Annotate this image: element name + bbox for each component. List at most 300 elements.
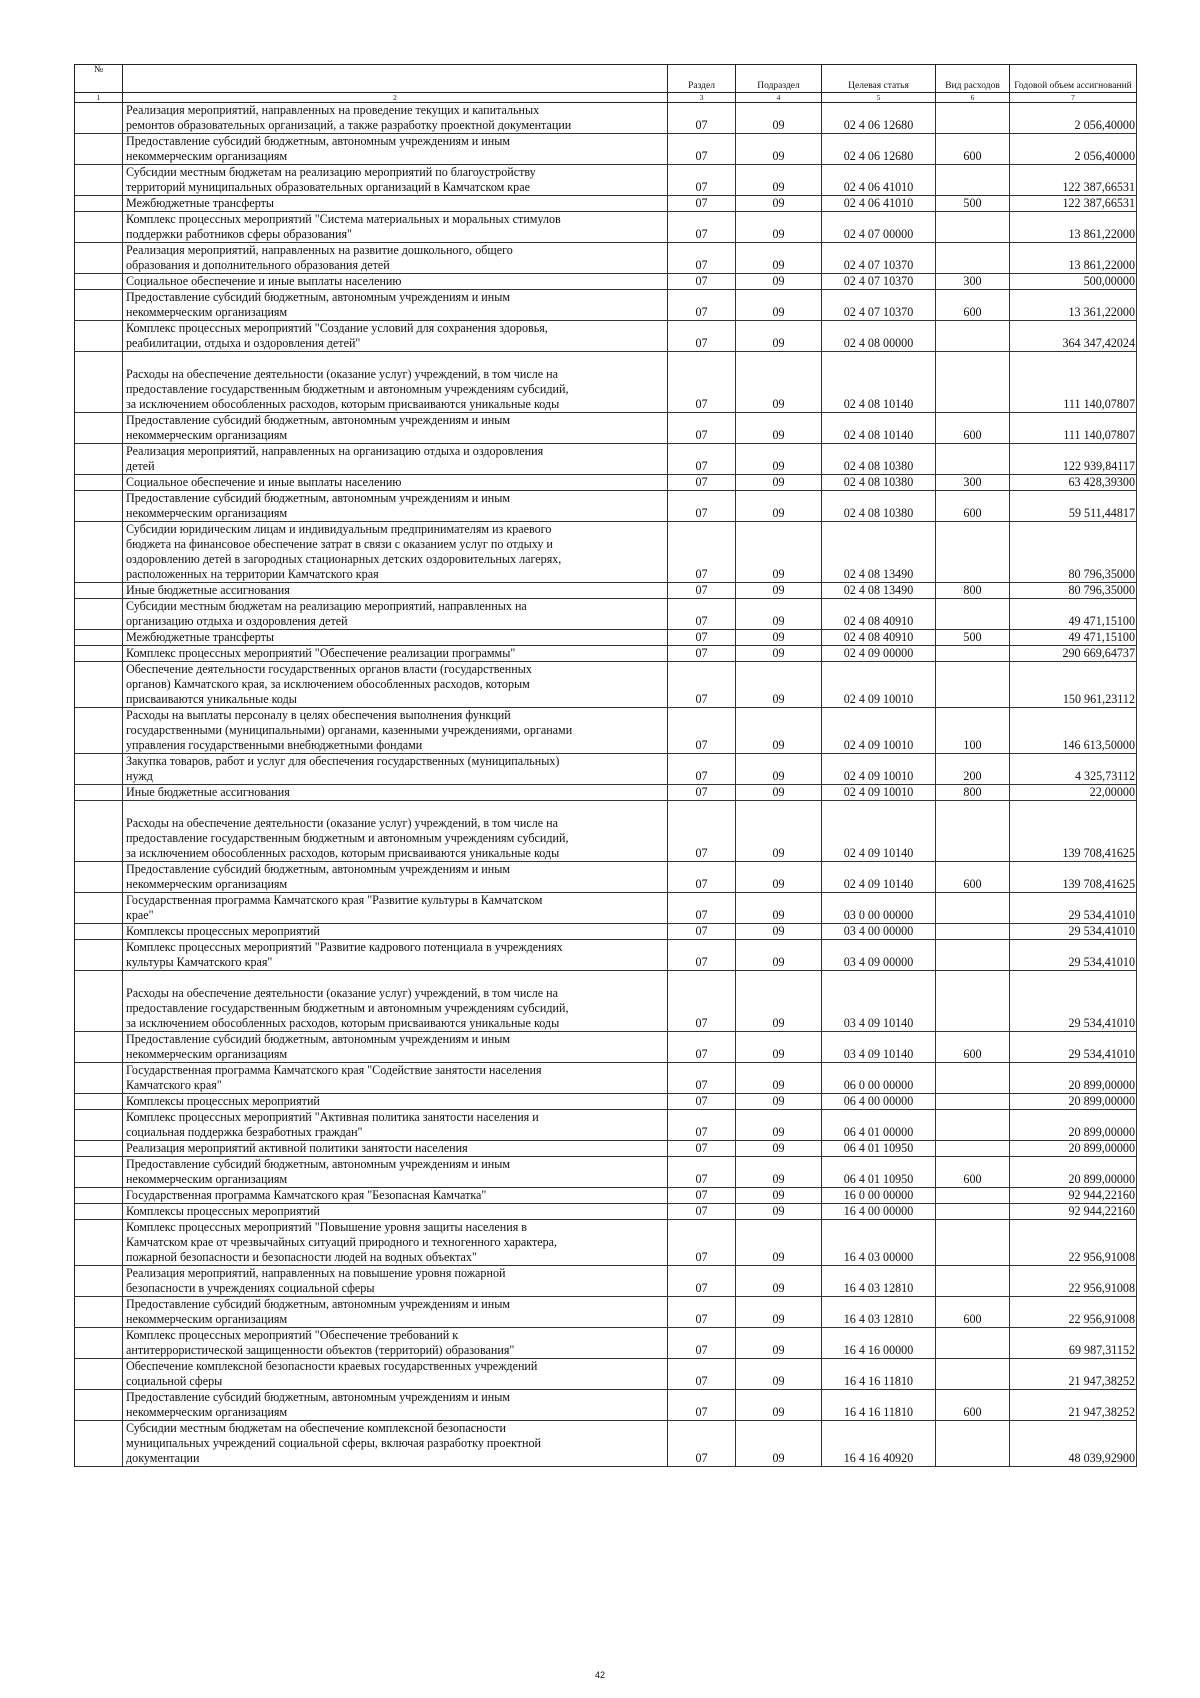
row-target-cell: 02 4 08 40910 [822, 599, 936, 630]
row-type-cell [936, 662, 1010, 708]
row-podrazdel-cell: 09 [736, 1297, 822, 1328]
row-number-cell [75, 274, 123, 290]
row-type-cell: 600 [936, 1390, 1010, 1421]
row-podrazdel-cell: 09 [736, 274, 822, 290]
row-type-cell: 500 [936, 630, 1010, 646]
table-row [75, 1328, 1137, 1359]
row-razdel-cell: 07 [668, 785, 736, 801]
row-amount-cell: 92 944,22160 [1010, 1188, 1137, 1204]
row-number-cell [75, 491, 123, 522]
row-type-cell: 600 [936, 290, 1010, 321]
row-razdel-cell: 07 [668, 274, 736, 290]
row-podrazdel-cell: 09 [736, 754, 822, 785]
row-razdel-cell: 07 [668, 599, 736, 630]
row-type-cell [936, 352, 1010, 413]
row-type-cell [936, 971, 1010, 1032]
row-razdel-cell: 07 [668, 444, 736, 475]
table-row [75, 785, 1137, 801]
row-target-cell: 03 4 00 00000 [822, 924, 936, 940]
table-body [75, 103, 1137, 1467]
row-type-cell [936, 801, 1010, 862]
row-type-cell: 500 [936, 196, 1010, 212]
index-cell: 5 [822, 93, 936, 103]
table-row [75, 1032, 1137, 1063]
row-target-cell: 03 4 09 00000 [822, 940, 936, 971]
row-razdel-cell: 07 [668, 165, 736, 196]
row-razdel-cell: 07 [668, 754, 736, 785]
row-razdel-cell: 07 [668, 1359, 736, 1390]
row-type-cell: 600 [936, 1157, 1010, 1188]
row-name-cell: Комплекс процессных мероприятий "Обеспечение реализации программы" [123, 646, 668, 662]
row-target-cell: 02 4 09 10010 [822, 662, 936, 708]
row-name-cell: Иные бюджетные ассигнования [123, 785, 668, 801]
row-amount-cell: 290 669,64737 [1010, 646, 1137, 662]
row-name-cell: Предоставление субсидий бюджетным, автономным учреждениям и иным некоммерческим организациям [123, 1032, 668, 1063]
row-amount-cell: 20 899,00000 [1010, 1141, 1137, 1157]
row-podrazdel-cell: 09 [736, 290, 822, 321]
row-podrazdel-cell: 09 [736, 1421, 822, 1467]
row-razdel-cell: 07 [668, 103, 736, 134]
header-target-article: Целевая статья [822, 65, 936, 93]
row-razdel-cell: 07 [668, 475, 736, 491]
table-row [75, 165, 1137, 196]
row-name-cell: Расходы на обеспечение деятельности (оказание услуг) учреждений, в том числе на предоставление государственным бюджетным и автономным учреждениям субсидий, за исключением обособленных расходов, которым присваиваются уникальные коды [123, 971, 668, 1032]
row-number-cell [75, 352, 123, 413]
row-podrazdel-cell: 09 [736, 801, 822, 862]
index-cell: 7 [1010, 93, 1137, 103]
row-name-cell: Предоставление субсидий бюджетным, автономным учреждениям и иным некоммерческим организациям [123, 290, 668, 321]
row-type-cell: 800 [936, 583, 1010, 599]
table-row [75, 1421, 1137, 1467]
row-amount-cell: 22 956,91008 [1010, 1297, 1137, 1328]
row-target-cell: 03 4 09 10140 [822, 971, 936, 1032]
row-type-cell [936, 243, 1010, 274]
table-index-row [75, 93, 1137, 103]
table-row [75, 321, 1137, 352]
row-type-cell [936, 522, 1010, 583]
row-name-cell: Субсидии юридическим лицам и индивидуальным предпринимателям из краевого бюджета на финансовое обеспечение затрат в связи с оказанием услуг по отдыху и оздоровлению детей в загородных стационарных детских оздоровительных лагерях, расположенных на территории Камчатского края [123, 522, 668, 583]
row-type-cell [936, 599, 1010, 630]
row-target-cell: 16 4 03 00000 [822, 1220, 936, 1266]
row-target-cell: 02 4 08 10140 [822, 352, 936, 413]
row-name-cell: Обеспечение комплексной безопасности краевых государственных учреждений социальной сферы [123, 1359, 668, 1390]
row-name-cell: Предоставление субсидий бюджетным, автономным учреждениям и иным некоммерческим организациям [123, 1297, 668, 1328]
row-number-cell [75, 1188, 123, 1204]
row-podrazdel-cell: 09 [736, 352, 822, 413]
row-podrazdel-cell: 09 [736, 785, 822, 801]
row-name-cell: Реализация мероприятий активной политики занятости населения [123, 1141, 668, 1157]
row-amount-cell: 20 899,00000 [1010, 1094, 1137, 1110]
row-amount-cell: 2 056,40000 [1010, 103, 1137, 134]
row-podrazdel-cell: 09 [736, 1266, 822, 1297]
row-name-cell: Расходы на обеспечение деятельности (оказание услуг) учреждений, в том числе на предоставление государственным бюджетным и автономным учреждениям субсидий, за исключением обособленных расходов, которым присваиваются уникальные коды [123, 352, 668, 413]
row-razdel-cell: 07 [668, 940, 736, 971]
table-row [75, 1297, 1137, 1328]
row-target-cell: 16 0 00 00000 [822, 1188, 936, 1204]
row-podrazdel-cell: 09 [736, 1188, 822, 1204]
header-annual-volume: Годовой объем ассигнований [1010, 65, 1137, 93]
table-row [75, 940, 1137, 971]
table-row [75, 862, 1137, 893]
row-target-cell: 02 4 08 10380 [822, 444, 936, 475]
row-target-cell: 16 4 16 40920 [822, 1421, 936, 1467]
row-number-cell [75, 1297, 123, 1328]
table-row [75, 243, 1137, 274]
row-amount-cell: 59 511,44817 [1010, 491, 1137, 522]
row-razdel-cell: 07 [668, 1204, 736, 1220]
row-amount-cell: 2 056,40000 [1010, 134, 1137, 165]
row-name-cell: Межбюджетные трансферты [123, 196, 668, 212]
row-number-cell [75, 646, 123, 662]
row-podrazdel-cell: 09 [736, 212, 822, 243]
header-podrazdel: Подраздел [736, 65, 822, 93]
row-razdel-cell: 07 [668, 1094, 736, 1110]
row-name-cell: Реализация мероприятий, направленных на повышение уровня пожарной безопасности в учреждениях социальной сферы [123, 1266, 668, 1297]
row-type-cell [936, 1328, 1010, 1359]
row-razdel-cell: 07 [668, 924, 736, 940]
row-podrazdel-cell: 09 [736, 243, 822, 274]
row-razdel-cell: 07 [668, 196, 736, 212]
row-amount-cell: 111 140,07807 [1010, 352, 1137, 413]
row-amount-cell: 111 140,07807 [1010, 413, 1137, 444]
index-cell: 1 [75, 93, 123, 103]
row-razdel-cell: 07 [668, 583, 736, 599]
row-amount-cell: 29 534,41010 [1010, 893, 1137, 924]
row-amount-cell: 80 796,35000 [1010, 583, 1137, 599]
header-razdel: Раздел [668, 65, 736, 93]
row-amount-cell: 21 947,38252 [1010, 1359, 1137, 1390]
row-type-cell [936, 321, 1010, 352]
index-cell: 2 [123, 93, 668, 103]
row-name-cell: Межбюджетные трансферты [123, 630, 668, 646]
row-name-cell: Расходы на обеспечение деятельности (оказание услуг) учреждений, в том числе на предоставление государственным бюджетным и автономным учреждениям субсидий, за исключением обособленных расходов, которым присваиваются уникальные коды [123, 801, 668, 862]
budget-allocation-table [74, 64, 1137, 1467]
row-amount-cell: 29 534,41010 [1010, 971, 1137, 1032]
table-row [75, 491, 1137, 522]
row-amount-cell: 22,00000 [1010, 785, 1137, 801]
row-target-cell: 02 4 08 10380 [822, 475, 936, 491]
row-number-cell [75, 583, 123, 599]
index-cell: 4 [736, 93, 822, 103]
table-row [75, 1063, 1137, 1094]
row-target-cell: 16 4 16 00000 [822, 1328, 936, 1359]
table-row [75, 1220, 1137, 1266]
row-number-cell [75, 212, 123, 243]
row-name-cell: Предоставление субсидий бюджетным, автономным учреждениям и иным некоммерческим организациям [123, 491, 668, 522]
row-podrazdel-cell: 09 [736, 475, 822, 491]
table-row [75, 475, 1137, 491]
row-amount-cell: 139 708,41625 [1010, 862, 1137, 893]
row-type-cell: 600 [936, 134, 1010, 165]
table-row [75, 971, 1137, 1032]
row-podrazdel-cell: 09 [736, 599, 822, 630]
row-amount-cell: 364 347,42024 [1010, 321, 1137, 352]
table-row [75, 1157, 1137, 1188]
row-razdel-cell: 07 [668, 630, 736, 646]
row-target-cell: 02 4 08 40910 [822, 630, 936, 646]
row-razdel-cell: 07 [668, 321, 736, 352]
row-amount-cell: 13 861,22000 [1010, 243, 1137, 274]
row-podrazdel-cell: 09 [736, 583, 822, 599]
row-target-cell: 02 4 08 13490 [822, 522, 936, 583]
row-amount-cell: 20 899,00000 [1010, 1110, 1137, 1141]
row-amount-cell: 48 039,92900 [1010, 1421, 1137, 1467]
row-amount-cell: 122 387,66531 [1010, 196, 1137, 212]
row-podrazdel-cell: 09 [736, 1328, 822, 1359]
row-amount-cell: 49 471,15100 [1010, 599, 1137, 630]
row-type-cell [936, 924, 1010, 940]
row-target-cell: 02 4 08 13490 [822, 583, 936, 599]
row-number-cell [75, 801, 123, 862]
row-name-cell: Комплекс процессных мероприятий "Активная политика занятости населения и социальная поддержка безработных граждан" [123, 1110, 668, 1141]
row-number-cell [75, 1220, 123, 1266]
row-target-cell: 02 4 09 10010 [822, 754, 936, 785]
row-number-cell [75, 475, 123, 491]
table-row [75, 1094, 1137, 1110]
row-podrazdel-cell: 09 [736, 522, 822, 583]
row-target-cell: 02 4 07 10370 [822, 290, 936, 321]
row-target-cell: 16 4 00 00000 [822, 1204, 936, 1220]
row-name-cell: Комплекс процессных мероприятий "Система материальных и моральных стимулов поддержки работников сферы образования" [123, 212, 668, 243]
header-expense-type: Вид расходов [936, 65, 1010, 93]
header-number: № [75, 65, 123, 93]
row-target-cell: 02 4 08 10380 [822, 491, 936, 522]
row-target-cell: 16 4 03 12810 [822, 1266, 936, 1297]
table-row [75, 1110, 1137, 1141]
row-number-cell [75, 1157, 123, 1188]
row-razdel-cell: 07 [668, 1141, 736, 1157]
table-row [75, 352, 1137, 413]
table-row [75, 1141, 1137, 1157]
row-podrazdel-cell: 09 [736, 491, 822, 522]
row-number-cell [75, 1110, 123, 1141]
row-amount-cell: 20 899,00000 [1010, 1157, 1137, 1188]
row-name-cell: Предоставление субсидий бюджетным, автономным учреждениям и иным некоммерческим организациям [123, 862, 668, 893]
row-name-cell: Субсидии местным бюджетам на обеспечение комплексной безопасности муниципальных учреждений социальной сферы, включая разработку проектной документации [123, 1421, 668, 1467]
row-podrazdel-cell: 09 [736, 1110, 822, 1141]
index-cell: 3 [668, 93, 736, 103]
page-number: 42 [594, 1670, 605, 1680]
row-name-cell: Комплекс процессных мероприятий "Обеспечение требований к антитеррористической защищенности объектов (территорий) образования" [123, 1328, 668, 1359]
row-amount-cell: 146 613,50000 [1010, 708, 1137, 754]
row-target-cell: 06 4 01 00000 [822, 1110, 936, 1141]
row-target-cell: 02 4 08 00000 [822, 321, 936, 352]
row-name-cell: Социальное обеспечение и иные выплаты населению [123, 475, 668, 491]
table-row [75, 274, 1137, 290]
row-number-cell [75, 1266, 123, 1297]
row-podrazdel-cell: 09 [736, 893, 822, 924]
table-row [75, 1359, 1137, 1390]
row-number-cell [75, 134, 123, 165]
row-razdel-cell: 07 [668, 1328, 736, 1359]
row-type-cell: 600 [936, 413, 1010, 444]
table-row [75, 1204, 1137, 1220]
row-name-cell: Реализация мероприятий, направленных на развитие дошкольного, общего образования и дополнительного образования детей [123, 243, 668, 274]
row-name-cell: Предоставление субсидий бюджетным, автономным учреждениям и иным некоммерческим организациям [123, 134, 668, 165]
row-type-cell [936, 1094, 1010, 1110]
row-razdel-cell: 07 [668, 646, 736, 662]
row-number-cell [75, 1359, 123, 1390]
row-type-cell [936, 103, 1010, 134]
row-number-cell [75, 1390, 123, 1421]
row-name-cell: Иные бюджетные ассигнования [123, 583, 668, 599]
row-number-cell [75, 862, 123, 893]
table-row [75, 522, 1137, 583]
row-type-cell [936, 1188, 1010, 1204]
table-row [75, 708, 1137, 754]
table-row [75, 196, 1137, 212]
row-target-cell: 02 4 09 10010 [822, 708, 936, 754]
row-amount-cell: 150 961,23112 [1010, 662, 1137, 708]
row-razdel-cell: 07 [668, 862, 736, 893]
row-number-cell [75, 321, 123, 352]
row-type-cell: 200 [936, 754, 1010, 785]
row-podrazdel-cell: 09 [736, 103, 822, 134]
table-row [75, 212, 1137, 243]
row-number-cell [75, 522, 123, 583]
row-name-cell: Предоставление субсидий бюджетным, автономным учреждениям и иным некоммерческим организациям [123, 413, 668, 444]
table-row [75, 444, 1137, 475]
row-razdel-cell: 07 [668, 1188, 736, 1204]
row-name-cell: Государственная программа Камчатского края "Содействие занятости населения Камчатского края" [123, 1063, 668, 1094]
row-razdel-cell: 07 [668, 413, 736, 444]
row-number-cell [75, 1032, 123, 1063]
row-name-cell: Государственная программа Камчатского края "Безопасная Камчатка" [123, 1188, 668, 1204]
header-name [123, 65, 668, 93]
row-name-cell: Предоставление субсидий бюджетным, автономным учреждениям и иным некоммерческим организациям [123, 1390, 668, 1421]
row-number-cell [75, 196, 123, 212]
row-podrazdel-cell: 09 [736, 971, 822, 1032]
row-target-cell: 02 4 09 00000 [822, 646, 936, 662]
table-row [75, 290, 1137, 321]
row-number-cell [75, 243, 123, 274]
row-type-cell [936, 1063, 1010, 1094]
row-razdel-cell: 07 [668, 1390, 736, 1421]
row-number-cell [75, 165, 123, 196]
row-podrazdel-cell: 09 [736, 444, 822, 475]
row-razdel-cell: 07 [668, 1157, 736, 1188]
row-razdel-cell: 07 [668, 243, 736, 274]
row-type-cell [936, 646, 1010, 662]
row-target-cell: 02 4 09 10140 [822, 862, 936, 893]
row-podrazdel-cell: 09 [736, 165, 822, 196]
row-razdel-cell: 07 [668, 352, 736, 413]
row-target-cell: 03 0 00 00000 [822, 893, 936, 924]
row-number-cell [75, 103, 123, 134]
row-target-cell: 16 4 03 12810 [822, 1297, 936, 1328]
table-row [75, 134, 1137, 165]
budget-table-sheet [74, 64, 1136, 1467]
row-podrazdel-cell: 09 [736, 924, 822, 940]
table-row [75, 1188, 1137, 1204]
row-razdel-cell: 07 [668, 491, 736, 522]
row-number-cell [75, 1063, 123, 1094]
row-name-cell: Обеспечение деятельности государственных органов власти (государственных органов) Камчатского края, за исключением обособленных расходов, которым присваиваются уникальные коды [123, 662, 668, 708]
row-razdel-cell: 07 [668, 522, 736, 583]
row-number-cell [75, 599, 123, 630]
row-type-cell: 800 [936, 785, 1010, 801]
row-podrazdel-cell: 09 [736, 413, 822, 444]
row-type-cell [936, 1359, 1010, 1390]
row-type-cell [936, 165, 1010, 196]
row-name-cell: Реализация мероприятий, направленных на проведение текущих и капитальных ремонтов образовательных организаций, а также разработку проектной документации [123, 103, 668, 134]
row-amount-cell: 29 534,41010 [1010, 1032, 1137, 1063]
table-row [75, 662, 1137, 708]
row-number-cell [75, 1141, 123, 1157]
table-header-row [75, 65, 1137, 93]
row-podrazdel-cell: 09 [736, 1094, 822, 1110]
row-podrazdel-cell: 09 [736, 321, 822, 352]
row-podrazdel-cell: 09 [736, 1220, 822, 1266]
row-amount-cell: 500,00000 [1010, 274, 1137, 290]
row-name-cell: Расходы на выплаты персоналу в целях обеспечения выполнения функций государственными (муниципальными) органами, казенными учреждениями, органами управления государственными внебюджетными фондами [123, 708, 668, 754]
row-number-cell [75, 971, 123, 1032]
row-name-cell: Комплексы процессных мероприятий [123, 1094, 668, 1110]
row-razdel-cell: 07 [668, 971, 736, 1032]
row-target-cell: 06 0 00 00000 [822, 1063, 936, 1094]
table-row [75, 646, 1137, 662]
row-podrazdel-cell: 09 [736, 1032, 822, 1063]
row-amount-cell: 69 987,31152 [1010, 1328, 1137, 1359]
row-name-cell: Государственная программа Камчатского края "Развитие культуры в Камчатском крае" [123, 893, 668, 924]
row-razdel-cell: 07 [668, 893, 736, 924]
row-podrazdel-cell: 09 [736, 1157, 822, 1188]
row-podrazdel-cell: 09 [736, 196, 822, 212]
row-type-cell [936, 1141, 1010, 1157]
row-number-cell [75, 940, 123, 971]
row-razdel-cell: 07 [668, 1266, 736, 1297]
row-name-cell: Закупка товаров, работ и услуг для обеспечения государственных (муниципальных) нужд [123, 754, 668, 785]
row-podrazdel-cell: 09 [736, 662, 822, 708]
row-amount-cell: 49 471,15100 [1010, 630, 1137, 646]
row-amount-cell: 122 387,66531 [1010, 165, 1137, 196]
row-name-cell: Социальное обеспечение и иные выплаты населению [123, 274, 668, 290]
row-podrazdel-cell: 09 [736, 862, 822, 893]
row-razdel-cell: 07 [668, 212, 736, 243]
row-amount-cell: 92 944,22160 [1010, 1204, 1137, 1220]
row-razdel-cell: 07 [668, 1110, 736, 1141]
row-podrazdel-cell: 09 [736, 940, 822, 971]
row-name-cell: Комплекс процессных мероприятий "Создание условий для сохранения здоровья, реабилитации, отдыха и оздоровления детей" [123, 321, 668, 352]
table-row [75, 583, 1137, 599]
table-row [75, 630, 1137, 646]
row-type-cell [936, 1266, 1010, 1297]
row-name-cell: Комплекс процессных мероприятий "Повышение уровня защиты населения в Камчатском крае от чрезвычайных ситуаций природного и техногенного характера, пожарной безопасности и безопасности людей на водных объектах" [123, 1220, 668, 1266]
row-type-cell [936, 444, 1010, 475]
row-name-cell: Комплекс процессных мероприятий "Развитие кадрового потенциала в учреждениях культуры Камчатского края" [123, 940, 668, 971]
row-number-cell [75, 1421, 123, 1467]
row-type-cell [936, 1110, 1010, 1141]
row-number-cell [75, 1328, 123, 1359]
row-type-cell: 600 [936, 1297, 1010, 1328]
row-amount-cell: 13 361,22000 [1010, 290, 1137, 321]
row-target-cell: 02 4 09 10140 [822, 801, 936, 862]
row-target-cell: 16 4 16 11810 [822, 1359, 936, 1390]
row-target-cell: 16 4 16 11810 [822, 1390, 936, 1421]
row-target-cell: 06 4 00 00000 [822, 1094, 936, 1110]
row-amount-cell: 21 947,38252 [1010, 1390, 1137, 1421]
table-row [75, 599, 1137, 630]
row-number-cell [75, 444, 123, 475]
row-type-cell: 600 [936, 862, 1010, 893]
row-name-cell: Предоставление субсидий бюджетным, автономным учреждениям и иным некоммерческим организациям [123, 1157, 668, 1188]
row-target-cell: 06 4 01 10950 [822, 1157, 936, 1188]
row-amount-cell: 20 899,00000 [1010, 1063, 1137, 1094]
row-type-cell: 300 [936, 274, 1010, 290]
row-type-cell: 300 [936, 475, 1010, 491]
row-amount-cell: 4 325,73112 [1010, 754, 1137, 785]
table-row [75, 893, 1137, 924]
